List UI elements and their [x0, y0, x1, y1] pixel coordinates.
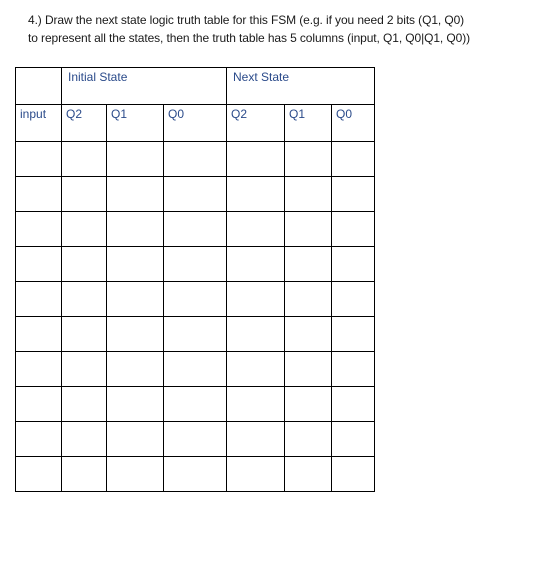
next-state-header: Next State — [227, 68, 375, 105]
table-cell[interactable] — [62, 212, 107, 247]
table-row — [16, 387, 375, 422]
column-header-next-q0: Q0 — [332, 105, 375, 142]
table-cell[interactable] — [16, 142, 62, 177]
table-cell[interactable] — [62, 387, 107, 422]
table-cell[interactable] — [16, 247, 62, 282]
table-row — [16, 142, 375, 177]
table-cell[interactable] — [16, 387, 62, 422]
table-cell[interactable] — [164, 282, 227, 317]
table-cell[interactable] — [227, 282, 285, 317]
column-header-input: input — [16, 105, 62, 142]
table-row — [16, 247, 375, 282]
table-cell[interactable] — [62, 177, 107, 212]
table-cell[interactable] — [16, 422, 62, 457]
table-cell[interactable] — [332, 212, 375, 247]
table-cell[interactable] — [227, 317, 285, 352]
initial-state-header: Initial State — [62, 68, 227, 105]
table-cell[interactable] — [285, 212, 332, 247]
table-cell[interactable] — [164, 177, 227, 212]
table-cell[interactable] — [62, 352, 107, 387]
table-cell[interactable] — [164, 247, 227, 282]
table-cell[interactable] — [332, 247, 375, 282]
table-cell[interactable] — [332, 282, 375, 317]
question-text — [28, 11, 548, 47]
question-line-1: 4.) Draw the next state logic truth table for this FSM (e.g. if you need 2 bits (Q1, Q0) — [28, 13, 465, 27]
table-cell[interactable] — [332, 352, 375, 387]
column-header-next-q2: Q2 — [227, 105, 285, 142]
table-cell[interactable] — [285, 177, 332, 212]
table-cell[interactable] — [164, 212, 227, 247]
table-row — [16, 282, 375, 317]
column-header-initial-q1: Q1 — [107, 105, 164, 142]
table-row — [16, 212, 375, 247]
column-header-initial-q2: Q2 — [62, 105, 107, 142]
table-cell[interactable] — [332, 422, 375, 457]
table-cell[interactable] — [107, 317, 164, 352]
table-cell[interactable] — [332, 142, 375, 177]
table-cell[interactable] — [16, 317, 62, 352]
table-cell[interactable] — [285, 142, 332, 177]
table-cell[interactable] — [227, 142, 285, 177]
table-cell[interactable] — [164, 142, 227, 177]
table-cell[interactable] — [285, 457, 332, 492]
truth-table — [15, 67, 375, 492]
table-cell[interactable] — [164, 457, 227, 492]
table-cell[interactable] — [62, 317, 107, 352]
table-group-header-row — [16, 68, 375, 105]
table-cell[interactable] — [164, 387, 227, 422]
table-cell[interactable] — [16, 177, 62, 212]
table-cell[interactable] — [62, 142, 107, 177]
table-cell[interactable] — [107, 457, 164, 492]
table-cell[interactable] — [285, 247, 332, 282]
table-row — [16, 177, 375, 212]
table-cell[interactable] — [164, 317, 227, 352]
table-cell[interactable] — [332, 177, 375, 212]
table-cell[interactable] — [227, 247, 285, 282]
table-cell[interactable] — [227, 177, 285, 212]
table-cell[interactable] — [107, 422, 164, 457]
table-cell[interactable] — [62, 422, 107, 457]
question-line-2: to represent all the states, then the truth table has 5 columns (input, Q1, Q0|Q1, Q0)) — [28, 31, 470, 45]
table-cell[interactable] — [285, 422, 332, 457]
table-cell[interactable] — [285, 387, 332, 422]
table-cell[interactable] — [16, 282, 62, 317]
table-cell[interactable] — [16, 457, 62, 492]
table-row — [16, 457, 375, 492]
table-cell[interactable] — [285, 352, 332, 387]
table-cell[interactable] — [227, 422, 285, 457]
column-header-initial-q0: Q0 — [164, 105, 227, 142]
table-cell[interactable] — [62, 282, 107, 317]
table-row — [16, 422, 375, 457]
table-cell[interactable] — [107, 282, 164, 317]
table-cell[interactable] — [227, 352, 285, 387]
column-header-next-q1: Q1 — [285, 105, 332, 142]
table-cell[interactable] — [227, 457, 285, 492]
table-cell[interactable] — [332, 387, 375, 422]
table-cell[interactable] — [164, 422, 227, 457]
table-cell[interactable] — [285, 282, 332, 317]
table-cell[interactable] — [107, 212, 164, 247]
table-cell[interactable] — [227, 212, 285, 247]
table-row — [16, 317, 375, 352]
table-cell[interactable] — [107, 177, 164, 212]
table-cell[interactable] — [227, 387, 285, 422]
table-cell[interactable] — [107, 142, 164, 177]
table-row — [16, 352, 375, 387]
table-cell[interactable] — [16, 352, 62, 387]
table-cell[interactable] — [16, 212, 62, 247]
table-cell[interactable] — [107, 387, 164, 422]
blank-header-cell — [16, 68, 62, 105]
table-cell[interactable] — [285, 317, 332, 352]
table-cell[interactable] — [107, 247, 164, 282]
table-cell[interactable] — [62, 247, 107, 282]
table-cell[interactable] — [332, 317, 375, 352]
table-cell[interactable] — [332, 457, 375, 492]
table-cell[interactable] — [107, 352, 164, 387]
table-column-header-row — [16, 105, 375, 142]
table-cell[interactable] — [62, 457, 107, 492]
table-cell[interactable] — [164, 352, 227, 387]
